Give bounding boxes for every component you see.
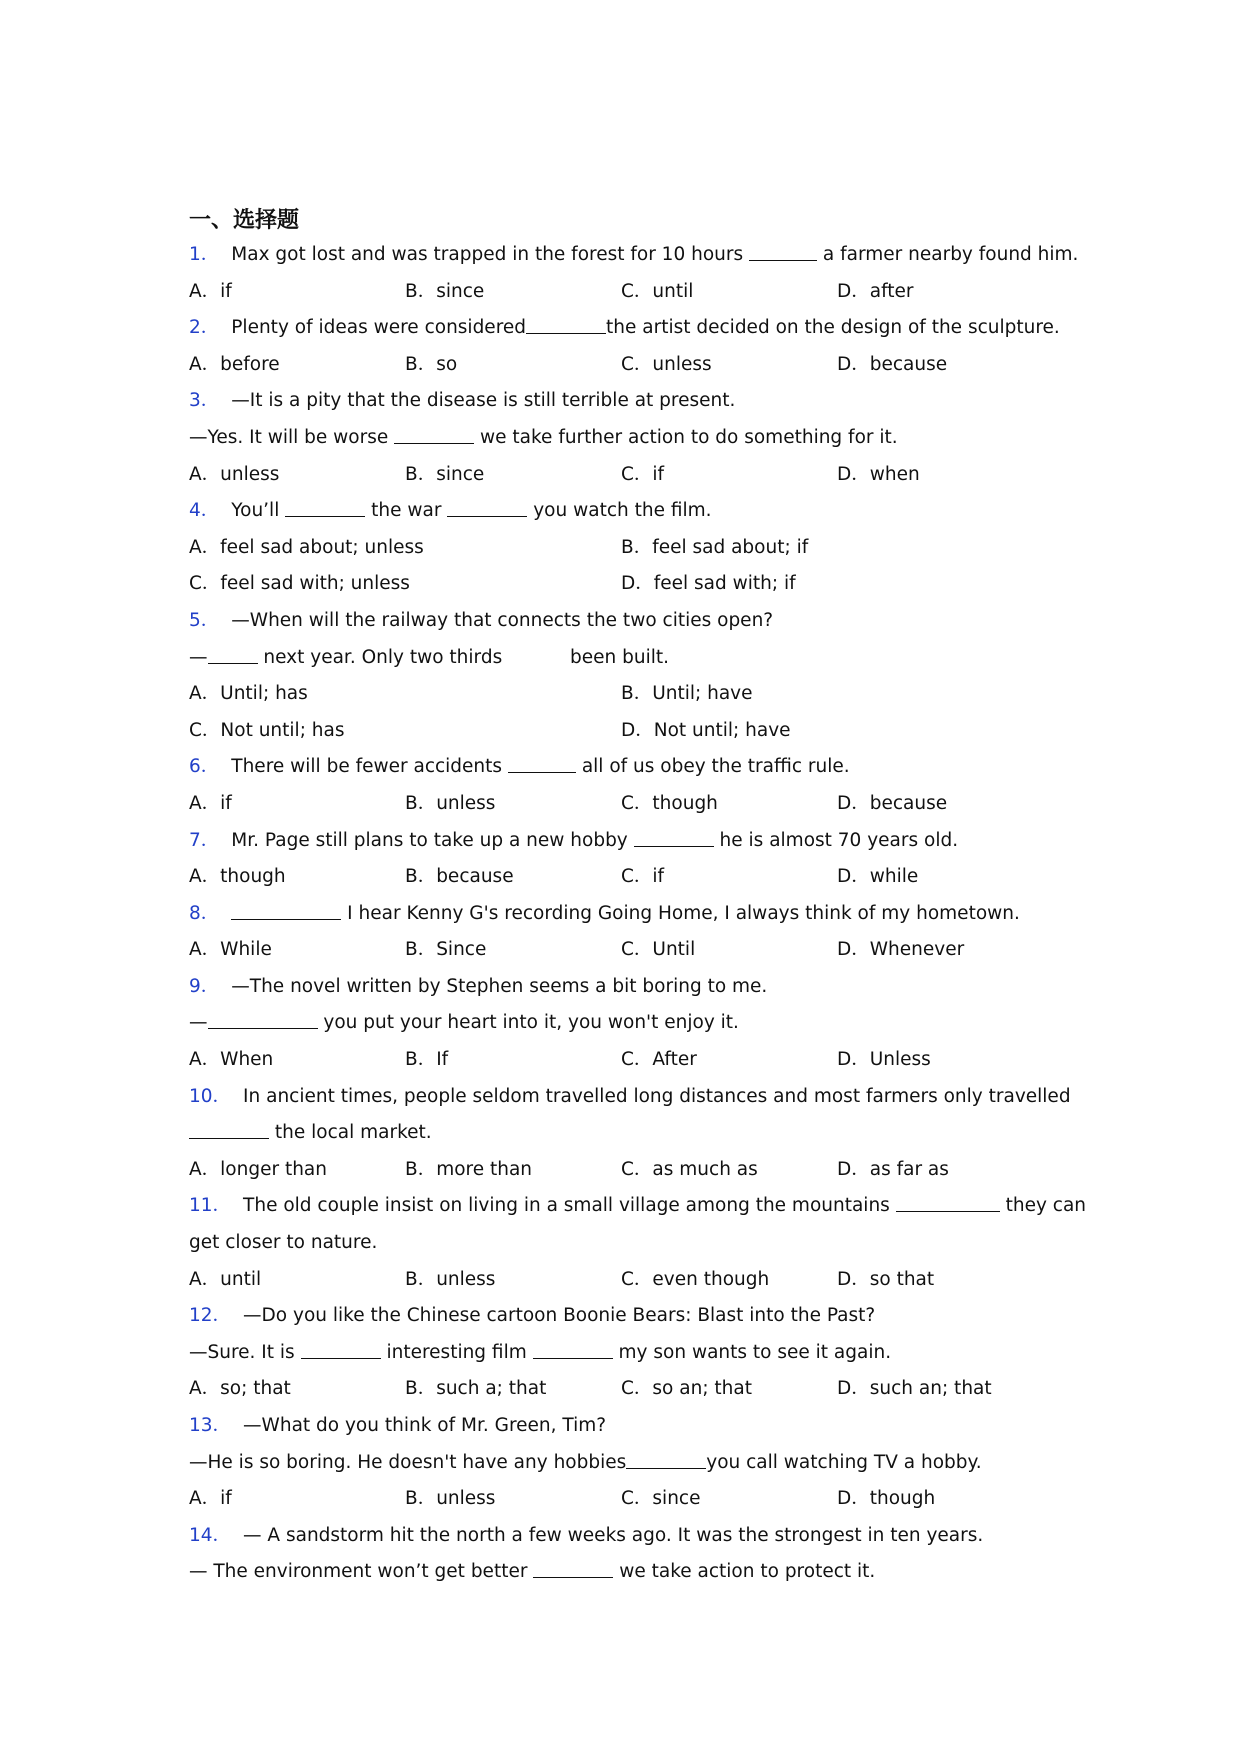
option-b[interactable]: B．feel sad about; if — [621, 536, 809, 558]
question-text: —When will the railway that connects the two cities open? — [231, 609, 774, 631]
question-number: 7． — [189, 829, 220, 851]
question-text: —Yes. It will be worse — [189, 426, 389, 448]
question-text: Mr. Page still plans to take up a new hobby — [231, 829, 628, 851]
question-text: you call watching TV a hobby. — [706, 1451, 982, 1473]
question-text: been built. — [570, 646, 669, 668]
option-d[interactable]: D．because — [837, 792, 948, 814]
question-text: —The novel written by Stephen seems a bit boring to me. — [231, 975, 768, 997]
question-2 — [189, 310, 1069, 347]
option-c[interactable]: C．so an; that — [621, 1378, 752, 1400]
question-12-line-2 — [189, 1335, 1069, 1372]
option-c[interactable]: C．even though — [621, 1268, 770, 1290]
question-text: the local market. — [274, 1122, 432, 1144]
option-d[interactable]: D．as far as — [837, 1158, 949, 1180]
question-10 — [189, 1079, 1069, 1116]
option-a[interactable]: A．if — [189, 792, 232, 814]
answer-blank[interactable] — [394, 421, 474, 444]
option-d[interactable]: D．after — [837, 280, 914, 302]
option-b[interactable]: B．If — [405, 1049, 449, 1071]
question-number: 10． — [189, 1085, 232, 1107]
question-text: — — [189, 646, 208, 668]
question-text: next year. Only two thirds — [263, 646, 503, 668]
question-6 — [189, 749, 1069, 786]
options-5-row-1 — [189, 676, 1069, 713]
answer-blank[interactable] — [634, 824, 714, 847]
option-c[interactable]: C．After — [621, 1049, 697, 1071]
question-text: — — [189, 1012, 208, 1034]
question-text: get closer to nature. — [189, 1232, 378, 1254]
option-d[interactable]: D．though — [837, 1488, 936, 1510]
question-14-line-2 — [189, 1554, 1069, 1591]
options-3 — [189, 457, 1069, 494]
question-text: —He is so boring. He doesn't have any hobbies — [189, 1451, 627, 1473]
question-number: 9． — [189, 975, 220, 997]
option-b[interactable]: B．Until; have — [621, 683, 753, 705]
answer-blank[interactable] — [231, 897, 341, 920]
question-13 — [189, 1408, 1069, 1445]
question-text: we take action to protect it. — [619, 1561, 876, 1583]
question-number: 4． — [189, 500, 220, 522]
question-11-line-2 — [189, 1225, 1069, 1262]
answer-blank[interactable] — [189, 1116, 269, 1139]
option-b[interactable]: B．more than — [405, 1158, 533, 1180]
question-1 — [189, 237, 1079, 274]
question-number: 11． — [189, 1195, 232, 1217]
question-12 — [189, 1298, 1069, 1335]
question-list — [189, 205, 1087, 1591]
question-text: interesting film — [386, 1341, 527, 1363]
option-a[interactable]: A．until — [189, 1268, 262, 1290]
options-5-row-2 — [189, 713, 1069, 750]
option-d[interactable]: D．Unless — [837, 1049, 931, 1071]
question-3-line-2 — [189, 420, 1069, 457]
option-d[interactable]: D．so that — [837, 1268, 935, 1290]
question-number: 8． — [189, 902, 220, 924]
answer-blank[interactable] — [896, 1189, 1000, 1212]
option-a[interactable]: A．feel sad about; unless — [189, 536, 424, 558]
option-c[interactable]: C．as much as — [621, 1158, 758, 1180]
option-a[interactable]: A．though — [189, 866, 286, 888]
options-10 — [189, 1152, 1069, 1189]
option-b[interactable]: B．so — [405, 353, 458, 375]
question-text: the artist decided on the design of the sculpture. — [606, 317, 1060, 339]
answer-blank[interactable] — [508, 750, 576, 773]
option-d[interactable]: D．when — [837, 463, 920, 485]
option-d[interactable]: D．such an; that — [837, 1378, 992, 1400]
question-number: 5． — [189, 609, 220, 631]
options-6 — [189, 786, 1069, 823]
option-d[interactable]: D．feel sad with; if — [621, 573, 796, 595]
option-c[interactable]: C．Not until; has — [189, 719, 345, 741]
option-b[interactable]: B．such a; that — [405, 1378, 547, 1400]
question-text: the war — [371, 500, 442, 522]
question-text: —Sure. It is — [189, 1341, 295, 1363]
option-c[interactable]: C．Until — [621, 939, 696, 961]
question-number: 3． — [189, 390, 220, 412]
question-text: —Do you like the Chinese cartoon Boonie Bears: Blast into the Past? — [243, 1305, 876, 1327]
option-a[interactable]: A．When — [189, 1049, 274, 1071]
question-3 — [189, 383, 1069, 420]
answer-blank[interactable] — [533, 1336, 613, 1359]
option-a[interactable]: A．so; that — [189, 1378, 291, 1400]
question-text: In ancient times, people seldom travelled long distances and most farmers only travelled — [243, 1085, 1071, 1107]
question-text: a farmer nearby found him. — [822, 244, 1079, 265]
question-number: 12． — [189, 1305, 232, 1327]
answer-blank[interactable] — [447, 494, 527, 517]
question-text: he is almost 70 years old. — [719, 829, 959, 851]
options-1 — [189, 274, 1069, 311]
option-b[interactable]: B．Since — [405, 939, 487, 961]
question-text: we take further action to do something for it. — [480, 426, 898, 448]
question-8 — [189, 896, 1069, 933]
question-text: —It is a pity that the disease is still terrible at present. — [231, 390, 736, 412]
answer-blank[interactable] — [285, 494, 365, 517]
option-a[interactable]: A．before — [189, 353, 280, 375]
option-c[interactable]: C．since — [621, 1488, 701, 1510]
options-4-row-2 — [189, 566, 1069, 603]
question-text: you put your heart into it, you won't enjoy it. — [323, 1012, 739, 1034]
option-a[interactable]: A．if — [189, 1488, 232, 1510]
option-d[interactable]: D．Not until; have — [621, 719, 791, 741]
answer-blank[interactable] — [533, 1555, 613, 1578]
question-14 — [189, 1518, 1069, 1555]
question-13-line-2 — [189, 1445, 1069, 1482]
options-13 — [189, 1481, 1069, 1518]
question-number: 6． — [189, 756, 220, 778]
question-number: 2． — [189, 317, 220, 339]
option-a[interactable]: A．Until; has — [189, 683, 308, 705]
question-text: all of us obey the traffic rule. — [581, 756, 850, 778]
question-number: 1． — [189, 244, 220, 265]
question-text: Max got lost and was trapped in the forest for 10 hours — [231, 244, 744, 265]
question-number: 14． — [189, 1524, 232, 1546]
question-text: You’ll — [231, 500, 280, 522]
option-b[interactable]: B．because — [405, 866, 514, 888]
question-text: they can — [1005, 1195, 1087, 1217]
question-5-line-2 — [189, 640, 1069, 677]
option-d[interactable]: D．Whenever — [837, 939, 965, 961]
option-c[interactable]: C．until — [621, 280, 694, 302]
options-4-row-1 — [189, 530, 1069, 567]
answer-blank[interactable] — [208, 1006, 318, 1029]
option-b[interactable]: B．unless — [405, 1488, 496, 1510]
question-text: you watch the film. — [533, 500, 712, 522]
options-8 — [189, 932, 1069, 969]
answer-blank[interactable] — [526, 311, 606, 334]
option-c[interactable]: C．if — [621, 463, 665, 485]
question-7 — [189, 823, 1069, 860]
options-7 — [189, 859, 1069, 896]
option-c[interactable]: C．feel sad with; unless — [189, 573, 410, 595]
answer-blank[interactable] — [301, 1336, 381, 1359]
section-title: 一、选择题 — [189, 208, 300, 233]
question-text: I hear Kenny G's recording Going Home, I always think of my hometown. — [347, 902, 1020, 924]
option-c[interactable]: C．if — [621, 866, 665, 888]
answer-blank[interactable] — [208, 641, 258, 664]
option-b[interactable]: B．unless — [405, 1268, 496, 1290]
options-12 — [189, 1371, 1069, 1408]
option-a[interactable]: A．While — [189, 939, 272, 961]
answer-blank[interactable] — [749, 238, 817, 261]
question-text: —What do you think of Mr. Green, Tim? — [243, 1415, 607, 1436]
question-text: Plenty of ideas were considered — [231, 317, 527, 339]
option-a[interactable]: A．if — [189, 280, 232, 302]
question-4 — [189, 493, 1069, 530]
option-b[interactable]: B．since — [405, 280, 485, 302]
question-9 — [189, 969, 1069, 1006]
question-text: — The environment won’t get better — [189, 1561, 528, 1583]
question-text: The old couple insist on living in a small village among the mountains — [243, 1195, 890, 1217]
question-9-line-2 — [189, 1005, 1069, 1042]
option-c[interactable]: C．though — [621, 792, 718, 814]
question-text: There will be fewer accidents — [231, 756, 503, 778]
option-d[interactable]: D．while — [837, 866, 919, 888]
question-text: — A sandstorm hit the north a few weeks ago. It was the strongest in ten years. — [243, 1524, 984, 1546]
option-b[interactable]: B．unless — [405, 792, 496, 814]
question-text: my son wants to see it again. — [618, 1341, 892, 1363]
question-5 — [189, 603, 1069, 640]
question-10-line-2 — [189, 1115, 1069, 1152]
options-2 — [189, 347, 1069, 384]
option-a[interactable]: A．unless — [189, 463, 280, 485]
option-c[interactable]: C．unless — [621, 353, 712, 375]
options-11 — [189, 1262, 1069, 1299]
option-b[interactable]: B．since — [405, 463, 485, 485]
question-number: 13． — [189, 1415, 232, 1436]
option-d[interactable]: D．because — [837, 353, 948, 375]
option-a[interactable]: A．longer than — [189, 1158, 327, 1180]
answer-blank[interactable] — [626, 1446, 706, 1469]
question-11 — [189, 1188, 1087, 1225]
options-9 — [189, 1042, 1069, 1079]
